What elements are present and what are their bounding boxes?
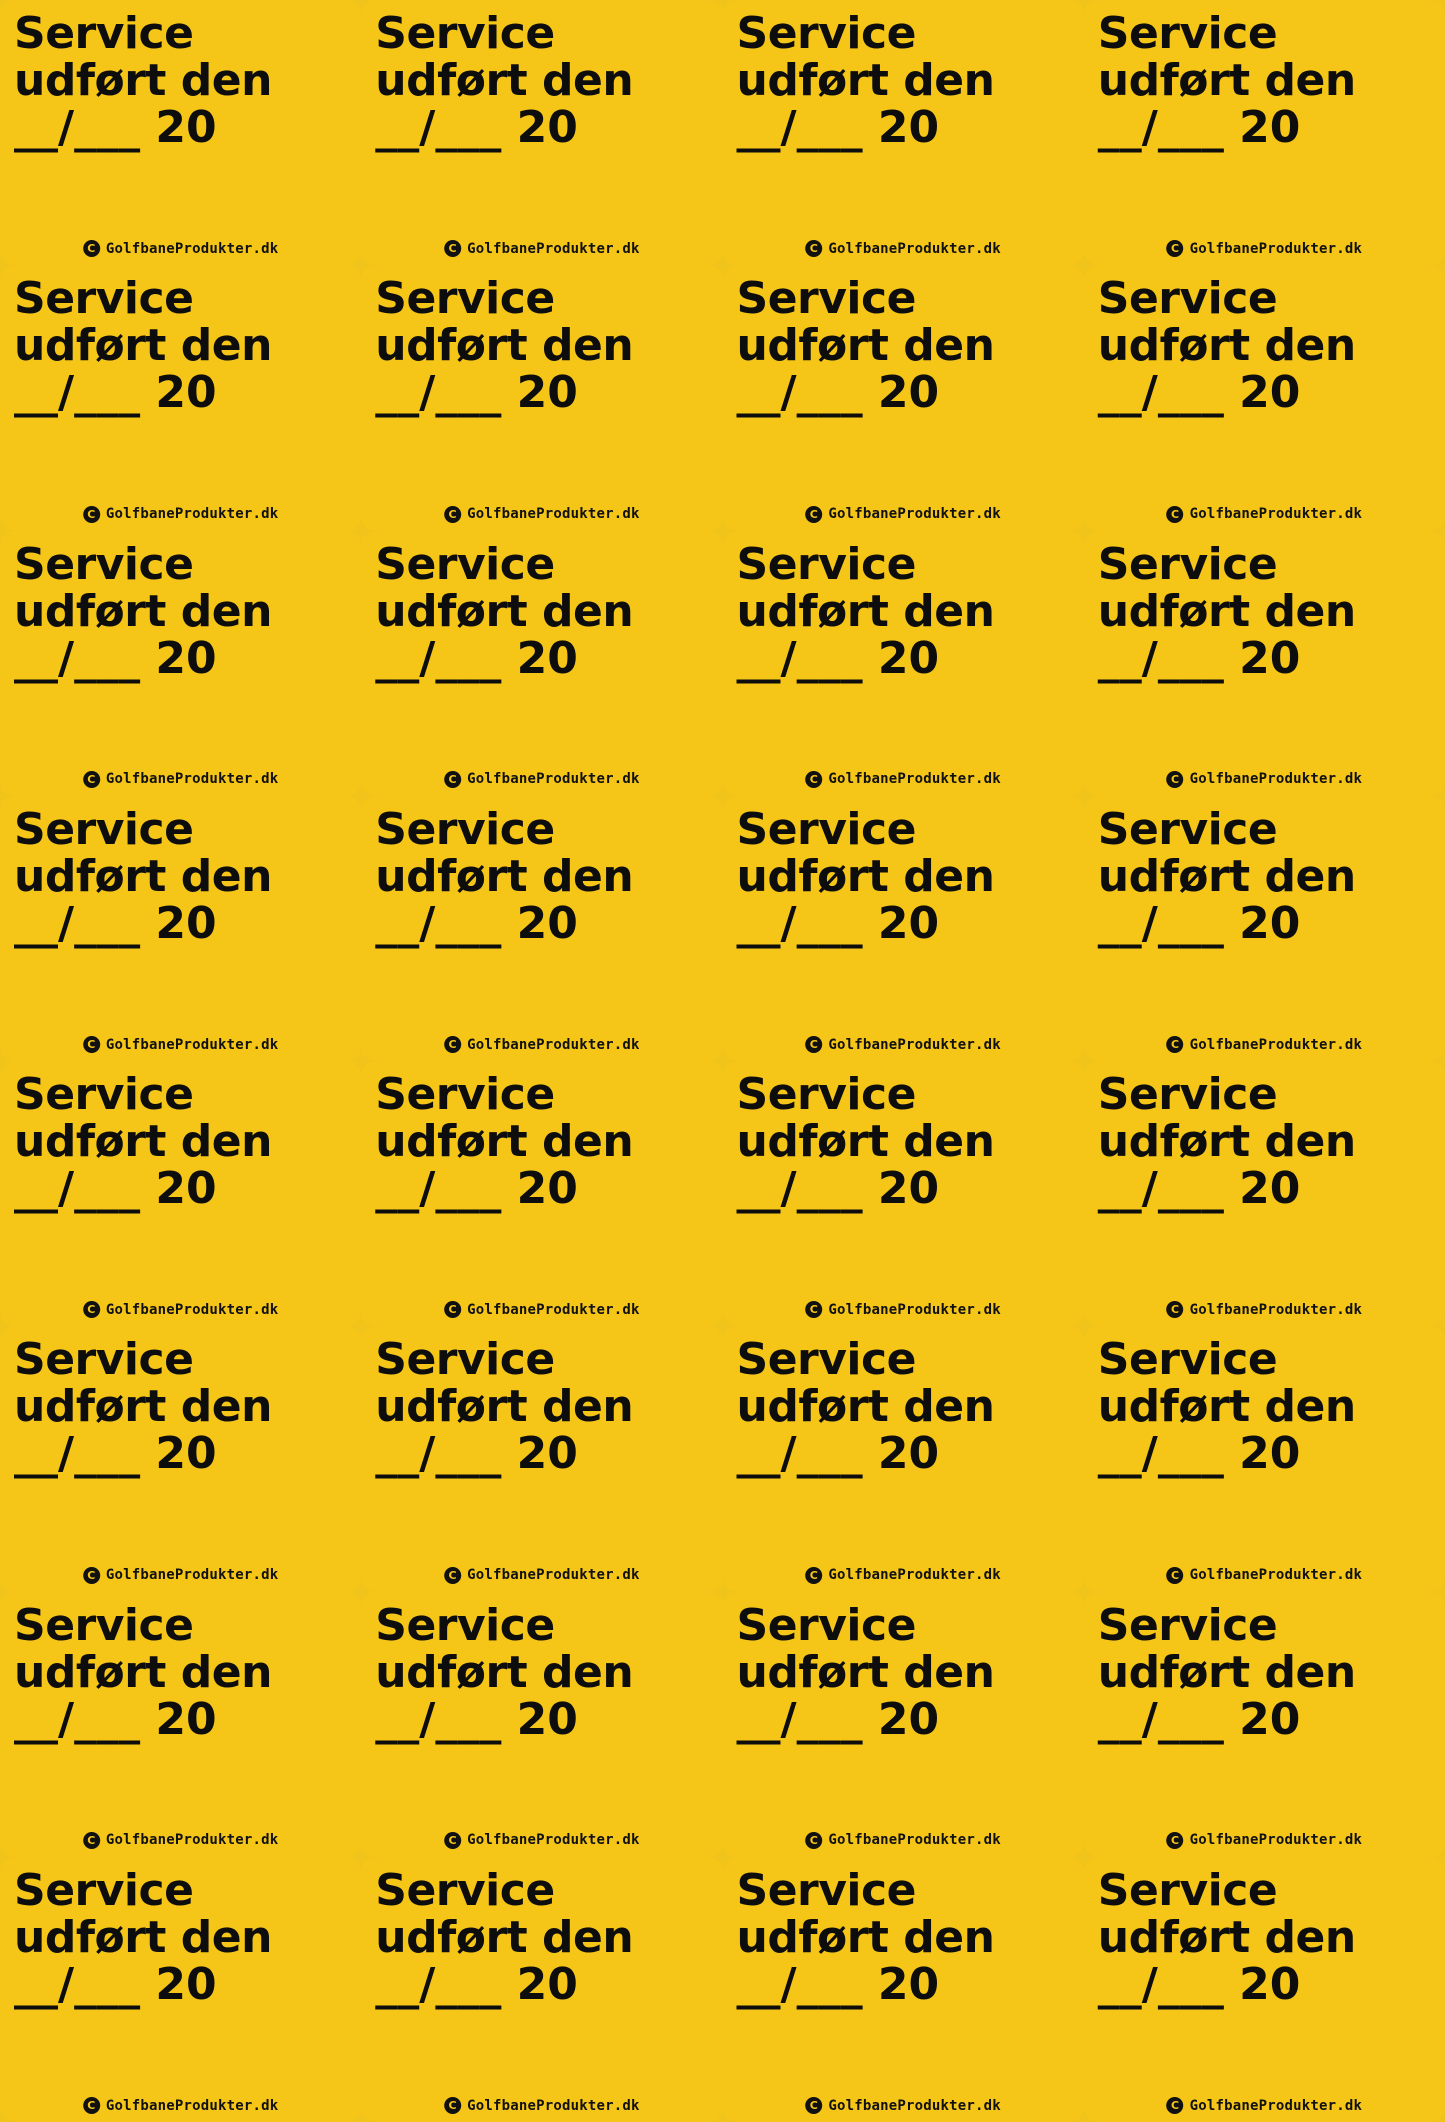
label-line-udfort-den: udført den [736,1116,995,1168]
label-line-date-blank: __/___ 20 [736,102,940,154]
label-line-date-blank: __/___ 20 [1097,367,1301,419]
label-text [736,1334,1070,1480]
service-label [0,1326,361,1591]
label-text [14,538,347,684]
label-line-service: Service [1097,8,1278,59]
brand-mark [444,1036,640,1053]
brand-name: GolfbaneProdukter.dk [467,2097,640,2114]
service-label [723,1061,1084,1326]
label-text [1097,803,1431,949]
brand-name: GolfbaneProdukter.dk [1189,771,1363,788]
service-label [361,796,722,1061]
service-label [723,531,1084,796]
brand-name: GolfbaneProdukter.dk [828,1832,1001,1849]
service-label [723,0,1084,265]
label-line-udfort-den: udført den [14,1911,272,1963]
brand-name: GolfbaneProdukter.dk [1189,240,1363,257]
label-text [14,273,347,419]
label-line-udfort-den: udført den [14,1646,272,1698]
label-line-udfort-den: udført den [1097,850,1356,902]
label-line-date-blank: __/___ 20 [1097,102,1301,154]
label-line-date-blank: __/___ 20 [736,1958,940,2010]
label-line-service: Service [375,273,555,325]
label-line-udfort-den: udført den [736,320,995,372]
label-text [1097,538,1431,684]
label-line-udfort-den: udført den [14,55,272,107]
label-line-service: Service [375,1334,555,1386]
copyright-icon: C [1167,1301,1184,1318]
label-line-service: Service [375,1864,555,1916]
brand-mark [444,1567,640,1584]
label-text [14,1069,347,1215]
label-line-date-blank: __/___ 20 [1097,1693,1301,1745]
copyright-icon: C [805,1567,822,1584]
brand-name: GolfbaneProdukter.dk [828,2097,1001,2114]
brand-mark [805,1567,1001,1584]
label-line-date-blank: __/___ 20 [14,102,217,154]
copyright-icon: C [805,240,822,257]
service-label [0,0,361,265]
label-line-date-blank: __/___ 20 [736,367,940,419]
service-label [0,1857,361,2122]
brand-name: GolfbaneProdukter.dk [828,1301,1001,1318]
service-label [1084,796,1445,1061]
copyright-icon: C [83,240,100,257]
copyright-icon: C [83,1036,100,1053]
brand-mark [805,771,1001,788]
copyright-icon: C [83,506,100,523]
copyright-icon: C [444,1301,461,1318]
label-line-date-blank: __/___ 20 [375,1693,578,1745]
service-label [1084,1592,1445,1857]
brand-mark [805,1301,1001,1318]
label-line-udfort-den: udført den [375,55,634,107]
copyright-icon: C [805,1832,822,1849]
service-label [361,1592,722,1857]
brand-mark [83,771,279,788]
service-label [723,1857,1084,2122]
service-label [1084,265,1445,530]
label-line-udfort-den: udført den [1097,1911,1356,1963]
label-line-service: Service [736,8,916,59]
service-label [361,1326,722,1591]
label-line-service: Service [14,538,194,590]
brand-name: GolfbaneProdukter.dk [467,240,640,257]
copyright-icon: C [83,2097,100,2114]
brand-mark [444,1832,640,1849]
brand-mark [1167,1036,1363,1053]
brand-name: GolfbaneProdukter.dk [467,1567,640,1583]
copyright-icon: C [83,1832,100,1849]
label-line-udfort-den: udført den [375,1911,634,1963]
label-line-service: Service [1097,1864,1278,1916]
label-text [736,1864,1070,2010]
label-text [736,1599,1070,1745]
label-line-date-blank: __/___ 20 [14,632,217,684]
service-label [1084,1326,1445,1591]
label-line-service: Service [375,1069,555,1120]
label-text [14,803,347,949]
label-text [1097,1599,1431,1745]
label-line-udfort-den: udført den [375,1381,634,1433]
brand-mark [83,1036,279,1053]
label-line-date-blank: __/___ 20 [375,897,578,949]
brand-name: GolfbaneProdukter.dk [467,506,640,522]
brand-name: GolfbaneProdukter.dk [828,506,1001,522]
label-line-date-blank: __/___ 20 [736,897,940,949]
service-label [0,796,361,1061]
label-line-udfort-den: udført den [14,585,272,637]
copyright-icon: C [444,1567,461,1584]
brand-mark [805,506,1001,523]
label-text [375,273,708,419]
copyright-icon: C [1167,2097,1184,2114]
label-line-date-blank: __/___ 20 [375,1958,578,2010]
brand-mark [1167,240,1363,257]
label-line-udfort-den: udført den [736,850,995,902]
copyright-icon: C [1167,1036,1184,1053]
label-text [736,538,1070,684]
brand-name: GolfbaneProdukter.dk [1189,2097,1363,2114]
label-line-service: Service [14,1334,194,1386]
brand-mark [805,2097,1001,2114]
brand-name: GolfbaneProdukter.dk [105,506,279,522]
label-line-date-blank: __/___ 20 [375,632,578,684]
label-line-service: Service [375,538,555,590]
brand-name: GolfbaneProdukter.dk [467,771,640,788]
label-line-udfort-den: udført den [375,1646,634,1698]
brand-name: GolfbaneProdukter.dk [467,1832,640,1849]
brand-name: GolfbaneProdukter.dk [1189,1301,1363,1318]
label-line-date-blank: __/___ 20 [14,1958,217,2010]
label-line-service: Service [375,803,555,855]
label-text [375,538,708,684]
copyright-icon: C [444,1036,461,1053]
copyright-icon: C [444,506,461,523]
copyright-icon: C [805,2097,822,2114]
copyright-icon: C [83,771,100,788]
label-line-date-blank: __/___ 20 [736,1163,940,1215]
label-line-date-blank: __/___ 20 [1097,897,1301,949]
brand-mark [1167,2097,1363,2114]
copyright-icon: C [805,1301,822,1318]
label-text [1097,1069,1431,1215]
service-label [361,1857,722,2122]
label-text [1097,1334,1431,1480]
label-text [736,8,1070,154]
label-line-service: Service [1097,803,1278,855]
label-line-date-blank: __/___ 20 [14,1693,217,1745]
copyright-icon: C [444,240,461,257]
label-line-udfort-den: udført den [375,320,634,372]
label-text [375,1864,708,2010]
label-line-date-blank: __/___ 20 [375,1428,578,1480]
copyright-icon: C [805,1036,822,1053]
brand-name: GolfbaneProdukter.dk [105,2097,279,2114]
label-line-date-blank: __/___ 20 [736,1693,940,1745]
brand-mark [83,2097,279,2114]
brand-mark [444,2097,640,2114]
label-text [736,273,1070,419]
label-text [1097,273,1431,419]
service-label [1084,0,1445,265]
brand-mark [1167,1301,1363,1318]
brand-name: GolfbaneProdukter.dk [1189,506,1363,522]
brand-name: GolfbaneProdukter.dk [467,1036,640,1053]
brand-name: GolfbaneProdukter.dk [467,1301,640,1318]
label-text [736,1069,1070,1215]
service-label [1084,1857,1445,2122]
label-text [14,1864,347,2010]
label-line-udfort-den: udført den [736,1381,995,1433]
brand-name: GolfbaneProdukter.dk [1189,1036,1363,1053]
label-text [1097,1864,1431,2010]
label-line-service: Service [1097,273,1278,325]
service-label [0,531,361,796]
brand-mark [83,506,279,523]
service-label [361,1061,722,1326]
label-line-date-blank: __/___ 20 [1097,1163,1301,1215]
service-label [1084,1061,1445,1326]
label-line-date-blank: __/___ 20 [1097,1428,1301,1480]
service-label [361,531,722,796]
copyright-icon: C [1167,771,1184,788]
copyright-icon: C [1167,1832,1184,1849]
copyright-icon: C [444,1832,461,1849]
label-text [14,8,347,154]
label-line-udfort-den: udført den [375,1116,634,1168]
brand-mark [805,1036,1001,1053]
brand-mark [1167,506,1363,523]
brand-mark [83,240,279,257]
label-text [14,1334,347,1480]
label-line-service: Service [736,1599,916,1651]
brand-name: GolfbaneProdukter.dk [105,1567,279,1583]
label-line-date-blank: __/___ 20 [1097,632,1301,684]
label-line-service: Service [736,1069,916,1120]
label-line-date-blank: __/___ 20 [1097,1958,1301,2010]
copyright-icon: C [1167,1567,1184,1584]
service-label [723,1326,1084,1591]
label-line-date-blank: __/___ 20 [736,1428,940,1480]
copyright-icon: C [805,771,822,788]
label-line-udfort-den: udført den [14,1381,272,1433]
label-line-udfort-den: udført den [1097,55,1356,107]
service-label [1084,531,1445,796]
label-line-udfort-den: udført den [736,1911,995,1963]
brand-name: GolfbaneProdukter.dk [105,1301,279,1318]
label-line-service: Service [14,8,194,59]
label-line-date-blank: __/___ 20 [736,632,940,684]
label-line-date-blank: __/___ 20 [375,367,578,419]
service-label [723,796,1084,1061]
label-line-service: Service [14,1599,194,1651]
brand-name: GolfbaneProdukter.dk [828,1036,1001,1053]
label-text [375,1334,708,1480]
label-line-service: Service [736,803,916,855]
label-line-service: Service [375,1599,555,1651]
label-line-date-blank: __/___ 20 [14,367,217,419]
label-line-udfort-den: udført den [1097,320,1356,372]
label-line-service: Service [375,8,555,59]
label-line-service: Service [736,1864,916,1916]
brand-mark [444,240,640,257]
service-label [723,1592,1084,1857]
label-text [375,8,708,154]
brand-mark [83,1567,279,1584]
label-text [375,1069,708,1215]
brand-name: GolfbaneProdukter.dk [105,240,279,257]
brand-mark [83,1832,279,1849]
brand-name: GolfbaneProdukter.dk [828,771,1001,788]
label-line-date-blank: __/___ 20 [375,102,578,154]
label-line-service: Service [14,803,194,855]
label-line-service: Service [736,273,916,325]
label-line-udfort-den: udført den [736,1646,995,1698]
service-label [0,1592,361,1857]
brand-name: GolfbaneProdukter.dk [105,1036,279,1053]
label-line-udfort-den: udført den [14,850,272,902]
label-line-udfort-den: udført den [375,850,634,902]
copyright-icon: C [805,506,822,523]
copyright-icon: C [1167,240,1184,257]
copyright-icon: C [83,1301,100,1318]
service-label [723,265,1084,530]
label-line-service: Service [1097,538,1278,590]
brand-name: GolfbaneProdukter.dk [1189,1832,1363,1849]
label-line-date-blank: __/___ 20 [14,897,217,949]
service-label [361,265,722,530]
label-line-udfort-den: udført den [1097,1381,1356,1433]
label-line-udfort-den: udført den [1097,1646,1356,1698]
brand-mark [1167,771,1363,788]
brand-name: GolfbaneProdukter.dk [1189,1567,1363,1583]
label-line-service: Service [736,538,916,590]
label-line-udfort-den: udført den [375,585,634,637]
brand-mark [805,1832,1001,1849]
label-line-date-blank: __/___ 20 [375,1163,578,1215]
brand-name: GolfbaneProdukter.dk [105,771,279,788]
label-line-date-blank: __/___ 20 [14,1163,217,1215]
copyright-icon: C [444,2097,461,2114]
brand-mark [1167,1832,1363,1849]
brand-mark [83,1301,279,1318]
brand-name: GolfbaneProdukter.dk [828,240,1001,257]
brand-mark [444,506,640,523]
label-line-service: Service [1097,1334,1278,1386]
label-text [375,803,708,949]
label-line-date-blank: __/___ 20 [14,1428,217,1480]
brand-mark [805,240,1001,257]
label-line-service: Service [736,1334,916,1386]
copyright-icon: C [444,771,461,788]
label-line-udfort-den: udført den [1097,1116,1356,1168]
label-line-udfort-den: udført den [14,1116,272,1168]
label-line-service: Service [14,1864,194,1916]
service-label [361,0,722,265]
label-text [736,803,1070,949]
label-line-service: Service [1097,1069,1278,1120]
label-text [1097,8,1431,154]
label-text [375,1599,708,1745]
label-line-udfort-den: udført den [1097,585,1356,637]
label-text [14,1599,347,1745]
service-label [0,1061,361,1326]
brand-name: GolfbaneProdukter.dk [828,1567,1001,1583]
label-line-udfort-den: udført den [736,55,995,107]
copyright-icon: C [83,1567,100,1584]
service-label [0,265,361,530]
label-line-service: Service [14,1069,194,1120]
brand-mark [1167,1567,1363,1584]
label-line-udfort-den: udført den [736,585,995,637]
brand-mark [444,771,640,788]
label-line-service: Service [14,273,194,325]
label-line-service: Service [1097,1599,1278,1651]
copyright-icon: C [1167,506,1184,523]
brand-mark [444,1301,640,1318]
label-line-udfort-den: udført den [14,320,272,372]
brand-name: GolfbaneProdukter.dk [105,1832,279,1849]
